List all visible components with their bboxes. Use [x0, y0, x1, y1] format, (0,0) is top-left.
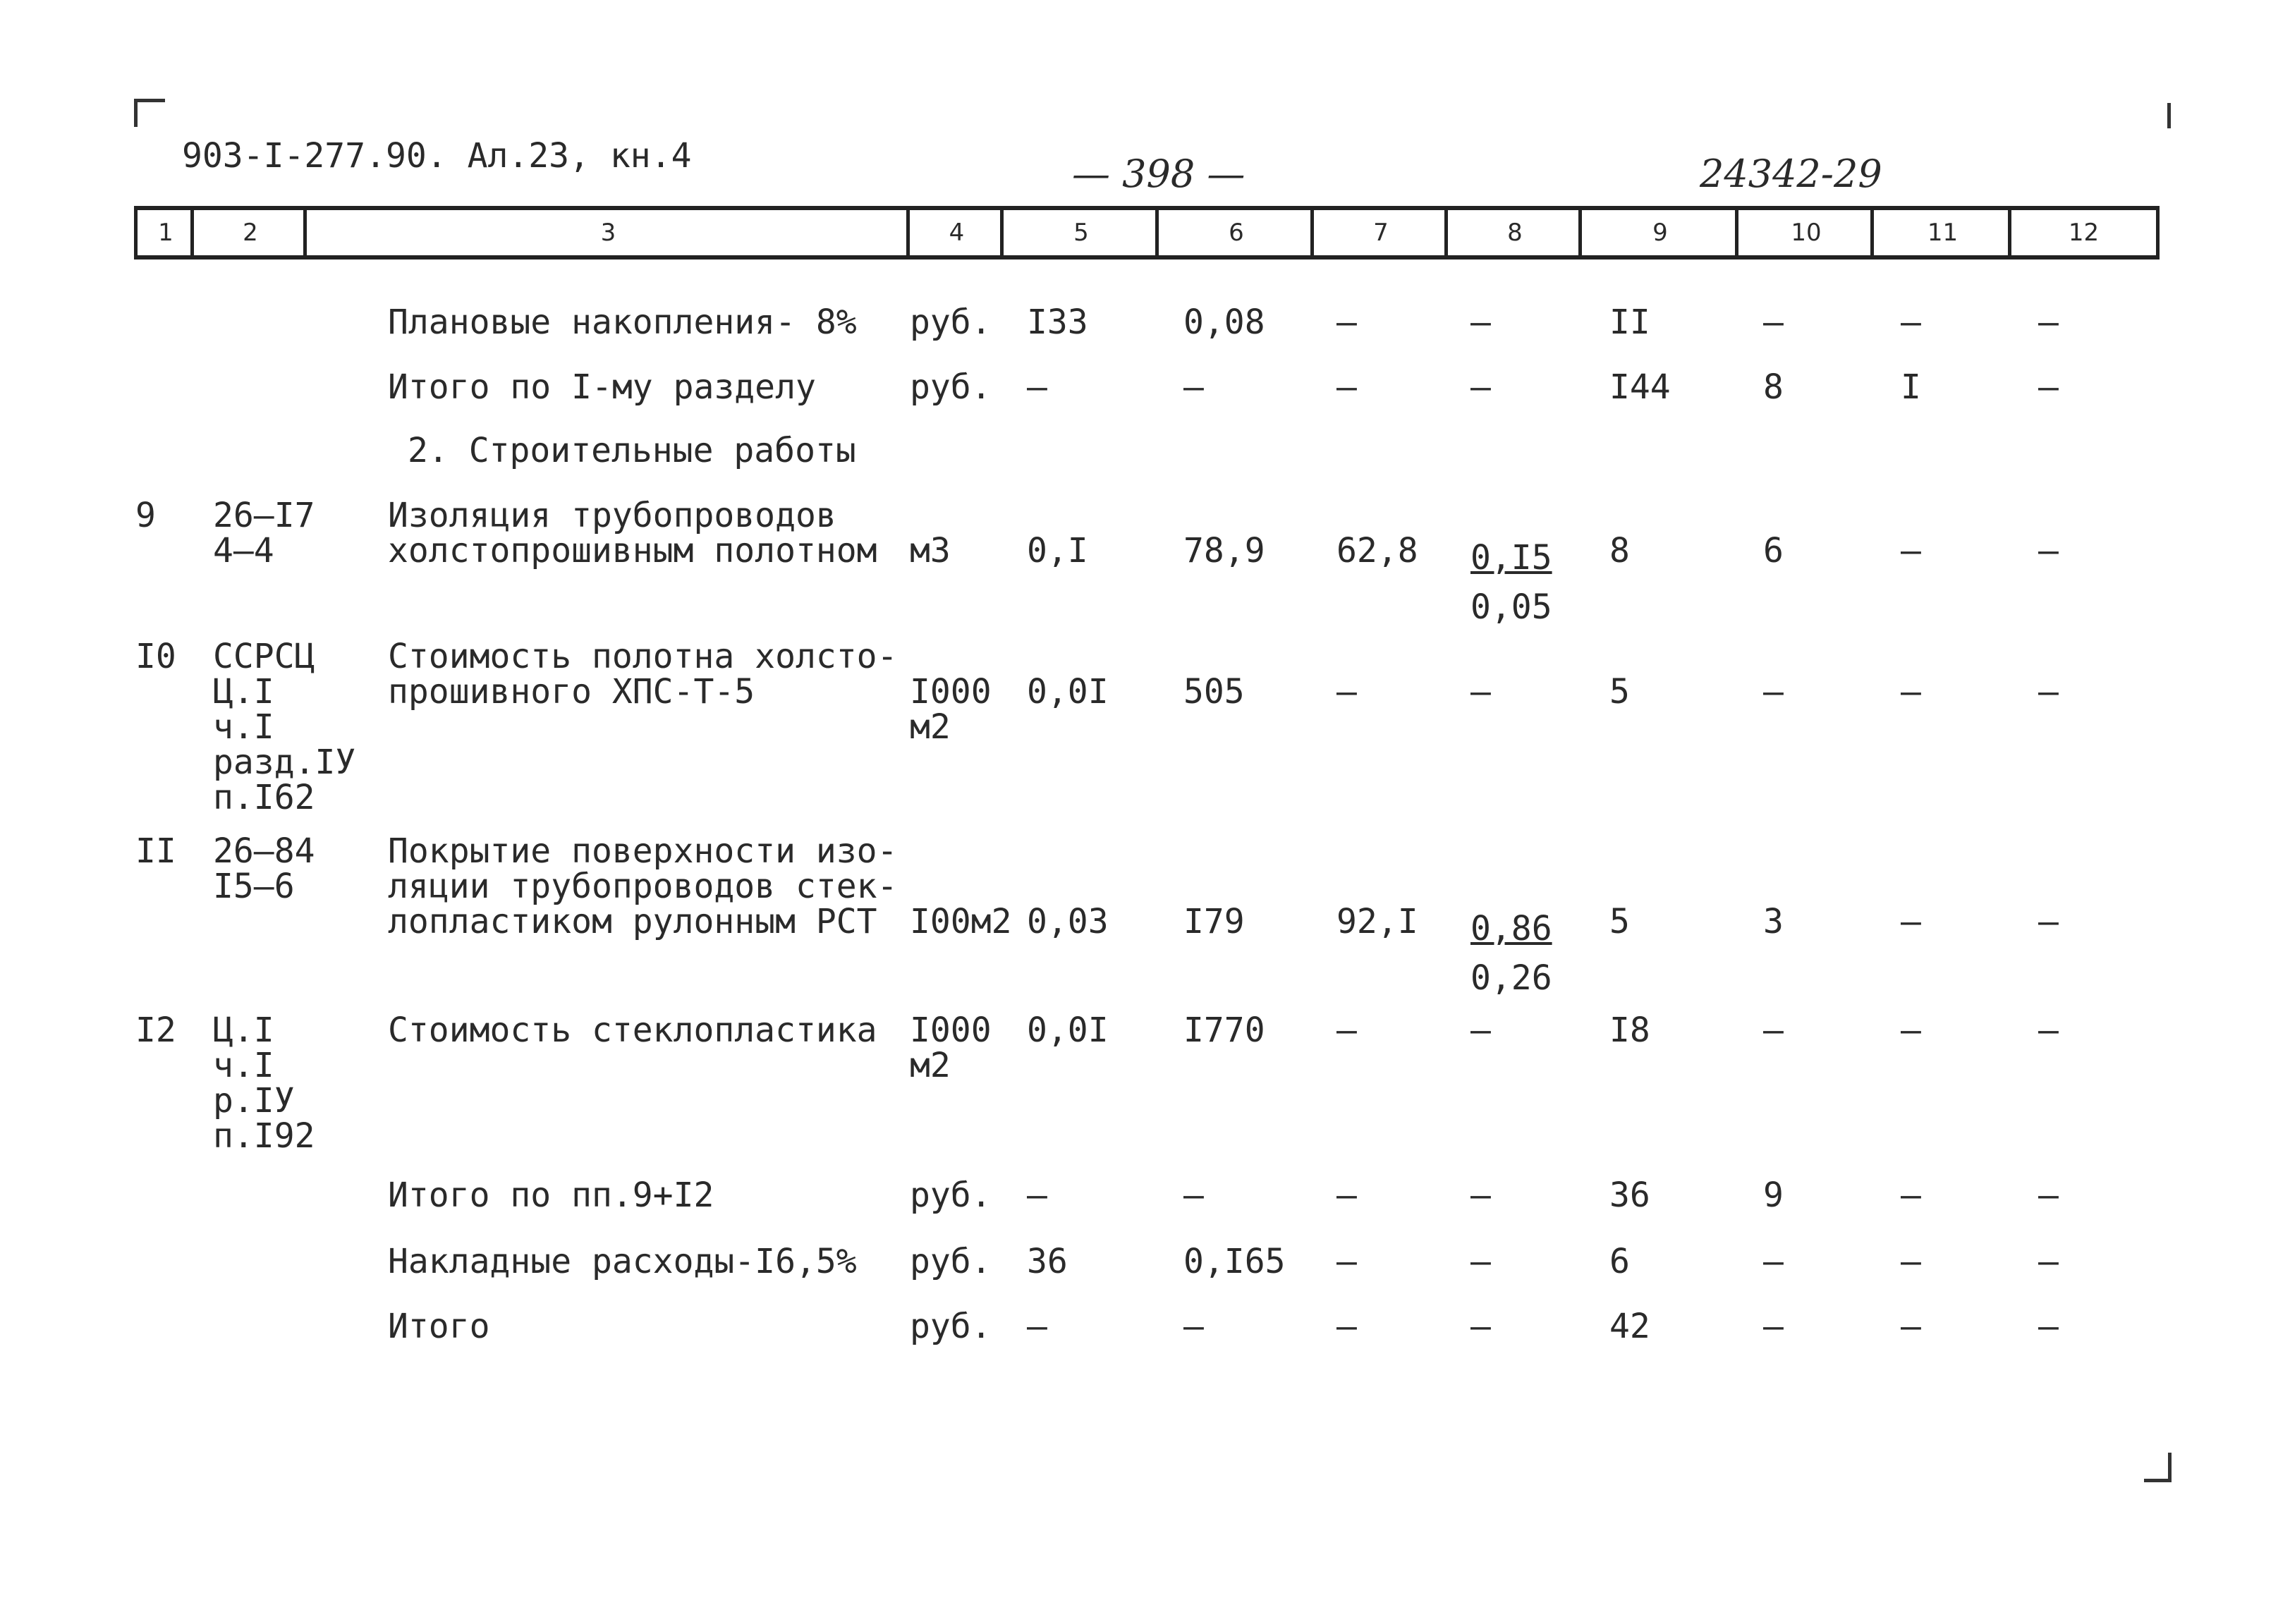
row-c7: 92,I — [1336, 902, 1418, 941]
doc-code: 903-I-277.90. Ал.23, кн.4 — [182, 136, 692, 176]
col-header-6: 6 — [1155, 210, 1314, 255]
row-c7: – — [1336, 1307, 1357, 1346]
col-header-10: 10 — [1735, 210, 1874, 255]
row-c6: – — [1183, 1176, 1204, 1215]
row-c12: – — [2038, 367, 2059, 407]
row-c10: – — [1763, 303, 1784, 342]
row-name: Плановые накопления- 8% — [388, 303, 857, 342]
row-c7: – — [1336, 1176, 1357, 1215]
row-c9: 5 — [1609, 902, 1630, 941]
col-header-2: 2 — [190, 210, 307, 255]
row-unit: I00м2 — [910, 902, 1012, 941]
row-c5: – — [1027, 1307, 1047, 1346]
column-header-row — [134, 206, 2160, 260]
row-unit: руб. — [910, 1242, 992, 1281]
row-c5: I33 — [1027, 303, 1088, 342]
sheet-code: 24342-29 — [1700, 152, 1882, 196]
row-c12: – — [2038, 672, 2059, 712]
row-c6: – — [1183, 367, 1204, 407]
row-name: Стоимость полотна холсто- прошивного ХПС-Т-5 — [388, 637, 898, 712]
col-header-5: 5 — [1000, 210, 1159, 255]
row-unit: I000 м2 — [910, 672, 992, 747]
row-c5: 0,0I — [1027, 672, 1109, 712]
row-code: 26–I7 4–4 — [213, 496, 315, 570]
row-code: ССРСЦ Ц.I ч.I разд.IУ п.I62 — [213, 637, 356, 817]
row-code: 26–84 I5–6 — [213, 831, 315, 906]
section-heading: 2. Строительные работы — [408, 431, 856, 470]
row-c8: – — [1470, 1011, 1491, 1050]
row-c10: – — [1763, 1242, 1784, 1281]
row-unit: руб. — [910, 367, 992, 407]
row-c7: – — [1336, 367, 1357, 407]
row-c5: – — [1027, 1176, 1047, 1215]
row-c10: 3 — [1763, 902, 1784, 941]
row-c12: – — [2038, 1242, 2059, 1281]
row-c6: I79 — [1183, 902, 1245, 941]
row-c12: – — [2038, 531, 2059, 570]
row-c5: 0,I — [1027, 531, 1088, 570]
row-c7: 62,8 — [1336, 531, 1418, 570]
row-num: II — [135, 831, 176, 871]
row-c6: I770 — [1183, 1011, 1265, 1050]
col-header-3: 3 — [303, 210, 910, 255]
row-c8: 0,86 0,26 — [1470, 909, 1552, 998]
col-header-7: 7 — [1310, 210, 1448, 255]
row-c10: 8 — [1763, 367, 1784, 407]
row-c7: – — [1336, 1242, 1357, 1281]
row-c11: – — [1901, 1307, 1921, 1346]
row-c6: 0,I65 — [1183, 1242, 1286, 1281]
row-c5: – — [1027, 367, 1047, 407]
row-c5: 0,03 — [1027, 902, 1109, 941]
row-unit: м3 — [910, 531, 951, 570]
row-num: I2 — [135, 1011, 176, 1050]
col-header-8: 8 — [1444, 210, 1582, 255]
row-c8: 0,I5 0,05 — [1470, 538, 1552, 627]
row-c7: – — [1336, 1011, 1357, 1050]
row-c12: – — [2038, 1011, 2059, 1050]
row-c11: – — [1901, 303, 1921, 342]
row-c8: – — [1470, 303, 1491, 342]
row-code: Ц.I ч.I р.IУ п.I92 — [213, 1011, 315, 1156]
row-c11: – — [1901, 672, 1921, 712]
page-number: — 398 — — [1072, 152, 1246, 196]
row-c5: 0,0I — [1027, 1011, 1109, 1050]
corner-mark-top-left-v — [134, 99, 138, 127]
row-c6: – — [1183, 1307, 1204, 1346]
row-c12: – — [2038, 1176, 2059, 1215]
row-c10: – — [1763, 1307, 1784, 1346]
row-c8: – — [1470, 1176, 1491, 1215]
row-c9: 36 — [1609, 1176, 1650, 1215]
row-name: Накладные расходы-I6,5% — [388, 1242, 857, 1281]
row-unit: руб. — [910, 303, 992, 342]
row-c11: – — [1901, 1176, 1921, 1215]
col-header-9: 9 — [1578, 210, 1738, 255]
row-c10: – — [1763, 1011, 1784, 1050]
row-name: Стоимость стеклопластика — [388, 1011, 877, 1050]
row-unit: руб. — [910, 1176, 992, 1215]
row-c9: I8 — [1609, 1011, 1650, 1050]
row-c7: – — [1336, 303, 1357, 342]
row-c11: – — [1901, 1242, 1921, 1281]
row-c12: – — [2038, 303, 2059, 342]
row-c8: – — [1470, 672, 1491, 712]
row-name: Итого по I-му разделу — [388, 367, 816, 407]
row-c9: II — [1609, 303, 1650, 342]
row-c6: 78,9 — [1183, 531, 1265, 570]
row-c9: I44 — [1609, 367, 1671, 407]
row-c11: – — [1901, 902, 1921, 941]
row-unit: I000 м2 — [910, 1011, 992, 1085]
col-header-11: 11 — [1870, 210, 2011, 255]
row-c6: 505 — [1183, 672, 1245, 712]
row-c10: 6 — [1763, 531, 1784, 570]
row-c11: – — [1901, 1011, 1921, 1050]
row-c9: 6 — [1609, 1242, 1630, 1281]
row-c12: – — [2038, 1307, 2059, 1346]
row-unit: руб. — [910, 1307, 992, 1346]
row-name: Изоляция трубопроводов холстопрошивным полотном — [388, 496, 877, 570]
row-c10: – — [1763, 672, 1784, 712]
row-c8: – — [1470, 1307, 1491, 1346]
row-name: Итого по пп.9+I2 — [388, 1176, 714, 1215]
row-name: Покрытие поверхности изо- ляции трубопроводов стек- лопластиком рулонным РСТ — [388, 831, 898, 941]
row-c10: 9 — [1763, 1176, 1784, 1215]
row-c5: 36 — [1027, 1242, 1068, 1281]
row-c9: 8 — [1609, 531, 1630, 570]
row-c7: – — [1336, 672, 1357, 712]
row-c12: – — [2038, 902, 2059, 941]
corner-mark-top-right — [2167, 103, 2171, 128]
col-header-12: 12 — [2008, 210, 2160, 255]
corner-mark-top-left-h — [134, 99, 165, 102]
corner-mark-bottom-right-h — [2144, 1479, 2172, 1482]
row-c8: – — [1470, 1242, 1491, 1281]
corner-mark-bottom-right-v — [2168, 1453, 2172, 1482]
row-c6: 0,08 — [1183, 303, 1265, 342]
row-c9: 42 — [1609, 1307, 1650, 1346]
row-num: 9 — [135, 496, 156, 535]
row-c8: – — [1470, 367, 1491, 407]
col-header-4: 4 — [906, 210, 1004, 255]
row-num: I0 — [135, 637, 176, 676]
row-name: Итого — [388, 1307, 490, 1346]
row-c9: 5 — [1609, 672, 1630, 712]
col-header-1: 1 — [134, 210, 194, 255]
row-c11: I — [1901, 367, 1921, 407]
row-c11: – — [1901, 531, 1921, 570]
